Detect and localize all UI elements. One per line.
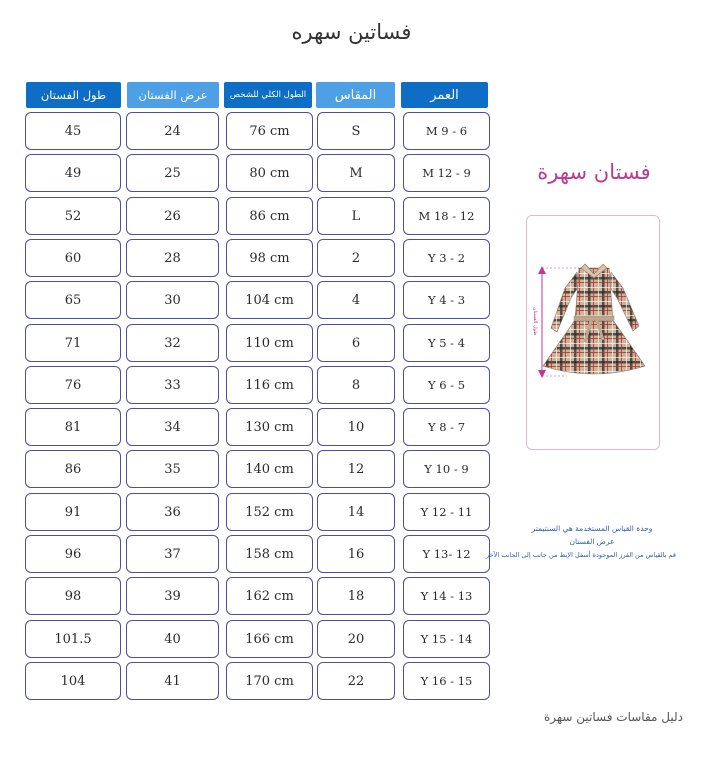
cell-size: 16 [317,535,395,573]
cell-person-height: 140 cm [226,450,313,488]
cell-dress-length: 45 [25,112,121,150]
cell-dress-length: 104 [25,662,121,700]
cell-age: M 12 - 9 [403,154,490,192]
cell-person-height: 80 cm [226,154,313,192]
page-title: فساتين سهره [291,20,412,44]
cell-person-height: 76 cm [226,112,313,150]
cell-size: 4 [317,281,395,319]
cell-dress-length: 81 [25,408,121,446]
cell-person-height: 86 cm [226,197,313,235]
cell-dress-width: 26 [126,197,219,235]
cell-dress-width: 37 [126,535,219,573]
cell-size: 8 [317,366,395,404]
cell-dress-width: 34 [126,408,219,446]
cell-size: 22 [317,662,395,700]
cell-dress-length: 76 [25,366,121,404]
cell-person-height: 166 cm [226,620,313,658]
cell-size: 6 [317,324,395,362]
cell-size: L [317,197,395,235]
cell-age: Y 5 - 4 [403,324,490,362]
cell-size: 2 [317,239,395,277]
cell-age: Y 3 - 2 [403,239,490,277]
cell-dress-length: 49 [25,154,121,192]
cell-dress-width: 25 [126,154,219,192]
cell-dress-length: 52 [25,197,121,235]
cell-dress-length: 98 [25,577,121,615]
cell-dress-width: 33 [126,366,219,404]
cell-dress-length: 91 [25,493,121,531]
header-dress-length: طول الفستان [26,82,121,108]
cell-person-height: 116 cm [226,366,313,404]
cell-size: M [317,154,395,192]
cell-dress-width: 24 [126,112,219,150]
dress-length-arrow-label: طول الفستان [532,306,538,336]
cell-size: 10 [317,408,395,446]
cell-person-height: 98 cm [226,239,313,277]
header-dress-width: عرض الفستان [127,82,219,108]
footer-caption: دليل مقاسات فساتين سهرة [543,710,683,724]
cell-person-height: 170 cm [226,662,313,700]
header-person-height: الطول الكلي للشخص [224,82,312,108]
measure-note-instruction: قم بالقياس من الفرز الموجودة أسفل الإبط من جانب إلى الجانب الآخر [486,551,676,559]
cell-age: Y 15 - 14 [403,620,490,658]
product-image-box [526,215,660,450]
cell-dress-width: 39 [126,577,219,615]
header-size: المقاس [316,82,395,108]
cell-dress-width: 35 [126,450,219,488]
cell-dress-length: 71 [25,324,121,362]
cell-person-height: 152 cm [226,493,313,531]
cell-dress-length: 65 [25,281,121,319]
cell-size: 20 [317,620,395,658]
measure-note-unit: وحدة القياس المستخدمة هي السنتيمتر [531,524,653,533]
cell-dress-width: 36 [126,493,219,531]
cell-person-height: 110 cm [226,324,313,362]
cell-dress-width: 40 [126,620,219,658]
cell-age: M 18 - 12 [403,197,490,235]
cell-person-height: 162 cm [226,577,313,615]
cell-person-height: 158 cm [226,535,313,573]
cell-size: 14 [317,493,395,531]
cell-age: Y 13- 12 [403,535,490,573]
product-title: فستان سهرة [537,160,651,184]
cell-age: Y 4 - 3 [403,281,490,319]
cell-age: Y 14 - 13 [403,577,490,615]
header-age: العمر [401,82,488,108]
cell-dress-width: 30 [126,281,219,319]
dress-illustration [527,216,661,451]
cell-dress-length: 60 [25,239,121,277]
cell-age: Y 8 - 7 [403,408,490,446]
cell-size: 12 [317,450,395,488]
cell-age: Y 6 - 5 [403,366,490,404]
cell-dress-width: 28 [126,239,219,277]
cell-age: Y 12 - 11 [403,493,490,531]
cell-dress-length: 96 [25,535,121,573]
cell-person-height: 104 cm [226,281,313,319]
cell-size: 18 [317,577,395,615]
cell-dress-length: 86 [25,450,121,488]
measure-note-width: عرض الفستان [569,537,615,546]
cell-size: S [317,112,395,150]
cell-age: Y 10 - 9 [403,450,490,488]
cell-age: M 9 - 6 [403,112,490,150]
cell-dress-length: 101.5 [25,620,121,658]
cell-age: Y 16 - 15 [403,662,490,700]
cell-dress-width: 32 [126,324,219,362]
cell-person-height: 130 cm [226,408,313,446]
cell-dress-width: 41 [126,662,219,700]
